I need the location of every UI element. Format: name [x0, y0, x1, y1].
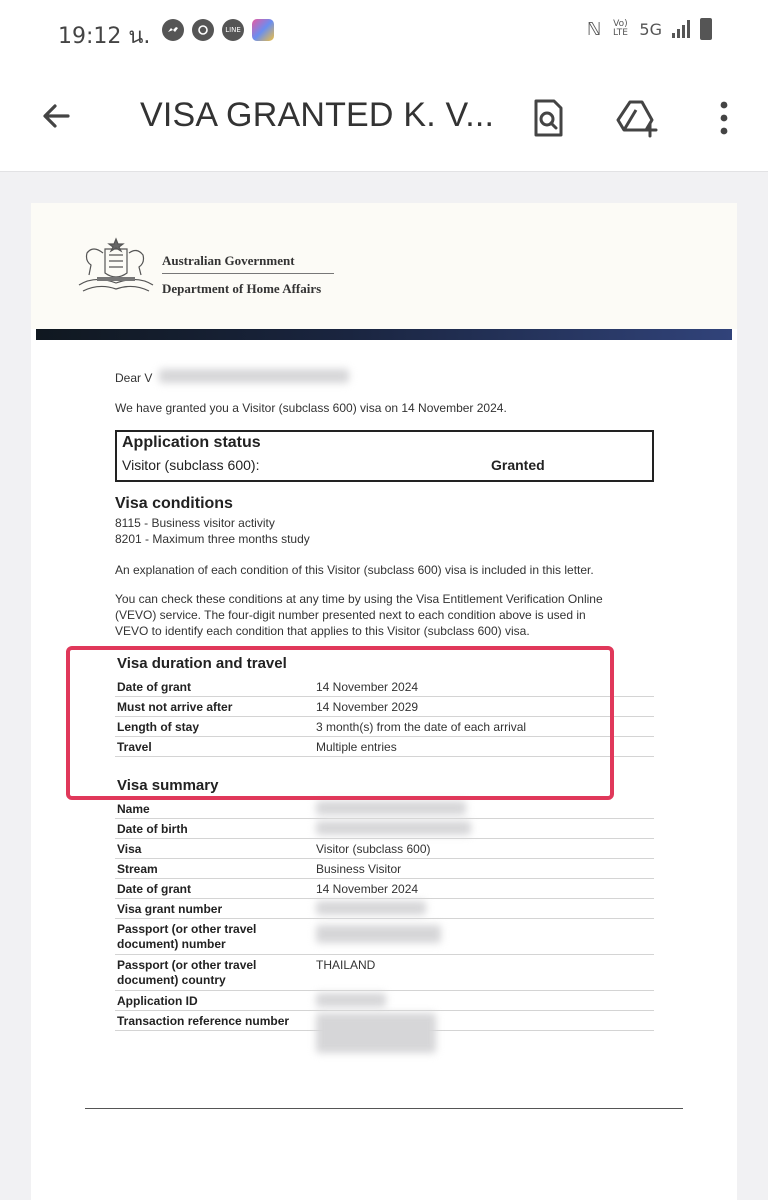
redacted-value: [316, 821, 471, 835]
letterhead-divider: [162, 273, 334, 274]
find-in-document-button[interactable]: [524, 94, 572, 142]
notification-icons: [162, 19, 274, 41]
header-rule: [36, 329, 732, 340]
search-document-icon: [530, 98, 566, 138]
table-row: [115, 955, 654, 991]
highlight-annotation: [66, 646, 614, 800]
row-label: Travel: [117, 740, 152, 754]
table-row: [115, 799, 654, 819]
photo-app-icon: [252, 19, 274, 41]
line-icon: LINE: [222, 19, 244, 41]
row-label: Visa grant number: [117, 902, 223, 916]
row-label: Stream: [117, 862, 158, 876]
document-title: VISA GRANTED K. V...: [140, 96, 495, 134]
vevo-text-line: You can check these conditions at any time by using the Visa Entitlement Verification Online: [115, 592, 603, 606]
table-row: [115, 839, 654, 859]
row-label: Length of stay: [117, 720, 200, 734]
row-label: Transaction reference number: [117, 1014, 290, 1028]
row-label: Name: [117, 802, 150, 816]
row-label: Visa: [117, 842, 142, 856]
condition-item: 8115 - Business visitor activity: [115, 516, 275, 530]
row-label: Passport (or other travel document) country: [117, 958, 257, 987]
row-label: Passport (or other travel document) number: [117, 922, 257, 951]
visa-conditions-title: Visa conditions: [115, 495, 233, 512]
table-row: [115, 819, 654, 839]
status-bar: [0, 0, 768, 64]
redacted-value: [316, 993, 386, 1007]
messenger-icon: [162, 19, 184, 41]
redacted-value: [316, 925, 441, 943]
signal-icon: [672, 20, 690, 38]
redacted-value: [316, 801, 466, 815]
app-bar: [0, 64, 768, 172]
row-value: 14 November 2024: [316, 882, 419, 896]
network-type: 5G: [639, 19, 662, 39]
application-status-title: Application status: [122, 434, 261, 451]
row-value: Multiple entries: [316, 740, 397, 754]
volte-icon: Vo) LTE: [612, 19, 628, 38]
nfc-icon: ℕ: [587, 18, 602, 40]
back-button[interactable]: [34, 94, 78, 138]
table-row: [115, 919, 654, 955]
back-arrow-icon: [38, 98, 74, 134]
condition-item: 8201 - Maximum three months study: [115, 532, 310, 546]
row-label: Date of grant: [117, 680, 192, 694]
row-label: Must not arrive after: [117, 700, 233, 714]
battery-icon: [700, 18, 712, 40]
table-row: [115, 991, 654, 1011]
row-value: 14 November 2024: [316, 680, 419, 694]
redacted-value: [316, 901, 426, 915]
vevo-text-line: VEVO to identify each condition that applies to this Visitor (subclass 600) visa.: [115, 624, 530, 638]
row-value: 3 month(s) from the date of each arrival: [316, 720, 527, 734]
more-vert-icon: [718, 98, 730, 138]
row-value: THAILAND: [316, 958, 376, 972]
visa-summary-title: Visa summary: [117, 777, 219, 794]
coat-of-arms-icon: [75, 235, 157, 297]
explanation-text: An explanation of each condition of this Visitor (subclass 600) visa is included in this letter.: [115, 563, 594, 577]
application-status-value: Granted: [491, 457, 545, 473]
department-name: Department of Home Affairs: [162, 281, 322, 296]
row-value: Visitor (subclass 600): [316, 842, 431, 856]
more-options-button[interactable]: [700, 94, 748, 142]
table-row: [115, 859, 654, 879]
granted-sentence: We have granted you a Visitor (subclass 600) visa on 14 November 2024.: [115, 401, 507, 415]
letterhead: [31, 203, 737, 329]
visa-duration-title: Visa duration and travel: [117, 655, 287, 672]
row-label: Date of birth: [117, 822, 188, 836]
page-bottom-rule: [85, 1108, 683, 1109]
row-value: 14 November 2029: [316, 700, 419, 714]
table-row: [115, 899, 654, 919]
application-status-box: [115, 430, 654, 482]
row-value: Business Visitor: [316, 862, 402, 876]
application-status-label: Visitor (subclass 600):: [122, 457, 260, 473]
viber-icon: [192, 19, 214, 41]
row-label: Application ID: [117, 994, 198, 1008]
row-label: Date of grant: [117, 882, 192, 896]
vevo-text-line: (VEVO) service. The four-digit number presented next to each condition above is used in: [115, 608, 586, 622]
table-row: [115, 879, 654, 899]
status-time: 19:12 น.: [58, 24, 151, 49]
table-row: [115, 1011, 654, 1031]
redacted-value: [316, 1013, 436, 1053]
salutation: Dear V: [115, 371, 153, 385]
add-to-drive-icon: [616, 98, 660, 138]
system-icons: [587, 18, 712, 40]
add-to-drive-button[interactable]: [614, 94, 662, 142]
government-name: Australian Government: [162, 253, 295, 268]
redacted-name: [159, 369, 349, 383]
